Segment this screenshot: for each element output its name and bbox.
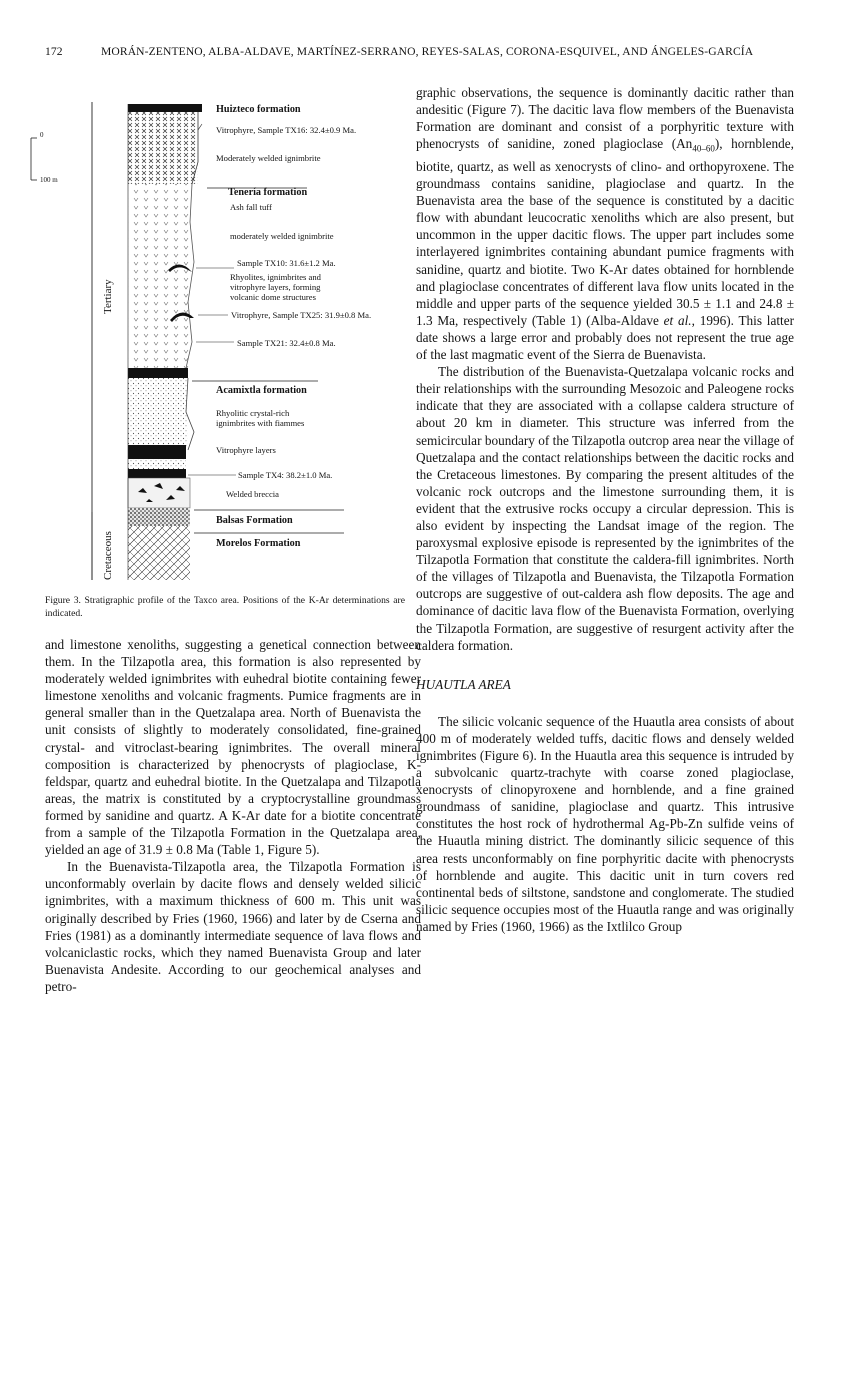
label-huizteco-formation: Huizteco formation: [216, 104, 301, 115]
left-paragraph-1: and limestone xenoliths, suggesting a genetical connection between them. In the Tilzapotla area, this formation is also represented by moderately welded ignimbrites with euhedral biotite containing fewer limestone xenoliths and volcanic fragments. Pumice fragments are in general smaller than in the Quetzalapa area. North of Buenavista the unit consists of slightly to moderately consolidated, fine-grained crystal- and vitroclast-bearing ignimbrites. The overall mineral composition is characterized by phenocrysts of plagioclase, K-feldspar, quartz and euhedral biotite. In the Quetzalapa and Tilzapotla areas, the matrix is constituted by a cryptocrystalline groundmass formed by sanidine and quartz. A K-Ar date for a biotite concentrate from a sample of the Tilzapotla Formation in the Quetzalapa area, yielded an age of 31.9 ± 0.8 Ma (Table 1, Figure 5).: [45, 637, 421, 858]
running-head: [45, 45, 805, 58]
label-rhyolites-line2: vitrophyre layers, forming: [230, 282, 321, 292]
label-morelos-formation: Morelos Formation: [216, 538, 301, 549]
label-rhyolitic-line2: ignimbrites with fiammes: [216, 418, 305, 428]
right-column: [416, 84, 794, 935]
scale-top-label: 0: [40, 131, 44, 139]
period-label-cretaceous: Cretaceous: [102, 531, 114, 580]
label-sample-tx4: Sample TX4: 38.2±1.0 Ma.: [238, 470, 333, 480]
scale-bottom-label: 100 m: [40, 176, 58, 184]
label-acamixtla-formation: Acamixtla formation: [216, 385, 307, 396]
right-paragraph-1: graphic observations, the sequence is dominantly dacitic rather than andesitic (Figure 7). The dacitic lava flow members of the Buenavista Formation are dominant and consist of a porphyritic texture with phenocrysts of sanidine, zoned plagioclase $(An_{40-60})$, hornblende, biotite, quartz, as well as xenocrysts of clino- and orthopyroxene. The groundmass contains sanidine, plagioclase and quartz. In the Buenavista area the base of the sequence is constituted by a dacitic flow with abundant leucocratic xenoliths which are also present, but uncommon in the upper dacitic flows. The upper part includes some interlayered ignimbrites containing abundant pumice fragments with sanidine, quartz and biotite. Two K-Ar dates obtained for hornblende and plagioclase concentrates of different lava flow units located in the middle and upper parts of the sequence yielded 30.5 ± 1.1 and 24.8 ± 1.3 Ma, respectively (Table 1) (Alba-Aldave et al., 1996). This latter date shows a large error and probably does not represent the true age of the last magmatic event of the Sierra de Buenavista.: [416, 85, 794, 363]
label-moderately-welded-2: moderately welded ignimbrite: [230, 231, 334, 241]
label-vitrophyre-layers: Vitrophyre layers: [216, 445, 276, 455]
label-teneria-formation: Tenería formation: [228, 187, 308, 198]
label-rhyolites-line3: volcanic dome structures: [230, 292, 316, 302]
right-paragraph-2: The distribution of the Buenavista-Quetzalapa volcanic rocks and their relationships with the surrounding Mesozoic and Paleogene rocks indicate that they are associated with a collapse caldera structure of about 20 km in diameter. This structure was inferred from the semicircular boundary of the Tilzapotla outcrop area near the village of Quetzalapa and the contact relationships between the dacitic rocks and the Cretaceous limestones. By comparing the present altitudes of the volcanic rock outcrops and the limestone surrounding them, it is evident that the extrusive rocks occupy a circular depression. This is also evident by inspecting the Landsat image of the region. The paroxysmal explosive episode is represented by the ignimbrites of the Tilzapotla Formation that constitute the caldera-fill ignimbrites. North of the villages of Tilzapotla and Buenavista, the Tilzapotla Formation outcrops are suggestive of out-caldera ash flow deposits. The age and dominance of dacitic lava flow of the Buenavista Formation, overlying the Tilzapotla Formation, are suggestive of resurgent activity after the caldera formation.: [416, 364, 794, 653]
label-rhyolites-line1: Rhyolites, ignimbrites and: [230, 272, 321, 282]
period-label-tertiary: Tertiary: [102, 279, 114, 314]
label-rhyolitic-line1: Rhyolitic crystal-rich: [216, 408, 290, 418]
label-moderately-welded-1: Moderately welded ignimbrite: [216, 153, 321, 163]
figure-caption: Figure 3. Stratigraphic profile of the Taxco area. Positions of the K-Ar determinations are indicated.: [45, 595, 405, 619]
stratigraphic-figure: [22, 92, 410, 592]
right-paragraph-3: The silicic volcanic sequence of the Huautla area consists of about 400 m of moderately welded tuffs, dacitic flows and densely welded ignimbrites (Figure 6). In the Huautla area this sequence is intruded by a subvolcanic quartz-trachyte with coarse zoned plagioclase, xenocrysts of clinopyroxene and hornblende, and a fine grained groundmass of sanidine, plagioclase and quartz. This intrusive constitutes the host rock of hydrothermal Ag-Pb-Zn sulfide veins of the Huautla mining district. The dominantly silicic sequence of this area rests unconformably on fine porphyritic dacite with phenocrysts of hornblende and augite. This dacitic unit in turn covers red continental beds of siltstone, sandstone and conglomerate. The studied silicic sequence occupies most of the Huautla range and was originally named by Fries (1960, 1966) as the Ixtlilco Group: [416, 713, 794, 934]
author-list: MORÁN-ZENTENO, ALBA-ALDAVE, MARTÍNEZ-SERRANO, REYES-SALAS, CORONA-ESQUIVEL, AND ÁNGELES-GARCÍA: [101, 45, 754, 58]
label-balsas-formation: Balsas Formation: [216, 515, 293, 526]
label-vitrophyre-tx25: Vitrophyre, Sample TX25: 31.9±0.8 Ma.: [231, 310, 372, 320]
left-paragraph-2: In the Buenavista-Tilzapotla area, the Tilzapotla Formation is unconformably overlain by dacite flows and densely welded silicic ignimbrites, with a maximum thickness of 600 m. This unit was originally described by Fries (1960, 1966) and later by de Cserna and Fries (1981) as a dominantly intermediate sequence of lava flows and volcaniclastic rocks, which they named Buenavista Group and later Buenavista Andesite. According to our geochemical analyses and petro-: [45, 859, 421, 994]
section-heading-huautla: HUAUTLA AREA: [416, 676, 511, 692]
label-sample-tx10: Sample TX10: 31.6±1.2 Ma.: [237, 258, 336, 268]
label-ash-fall-tuff: Ash fall tuff: [230, 202, 272, 212]
label-vitrophyre-tx16: Vitrophyre, Sample TX16: 32.4±0.9 Ma.: [216, 125, 357, 135]
page-number: 172: [45, 45, 63, 58]
left-column: [45, 636, 421, 995]
label-sample-tx21: Sample TX21: 32.4±0.8 Ma.: [237, 338, 336, 348]
label-welded-breccia: Welded breccia: [226, 489, 279, 499]
